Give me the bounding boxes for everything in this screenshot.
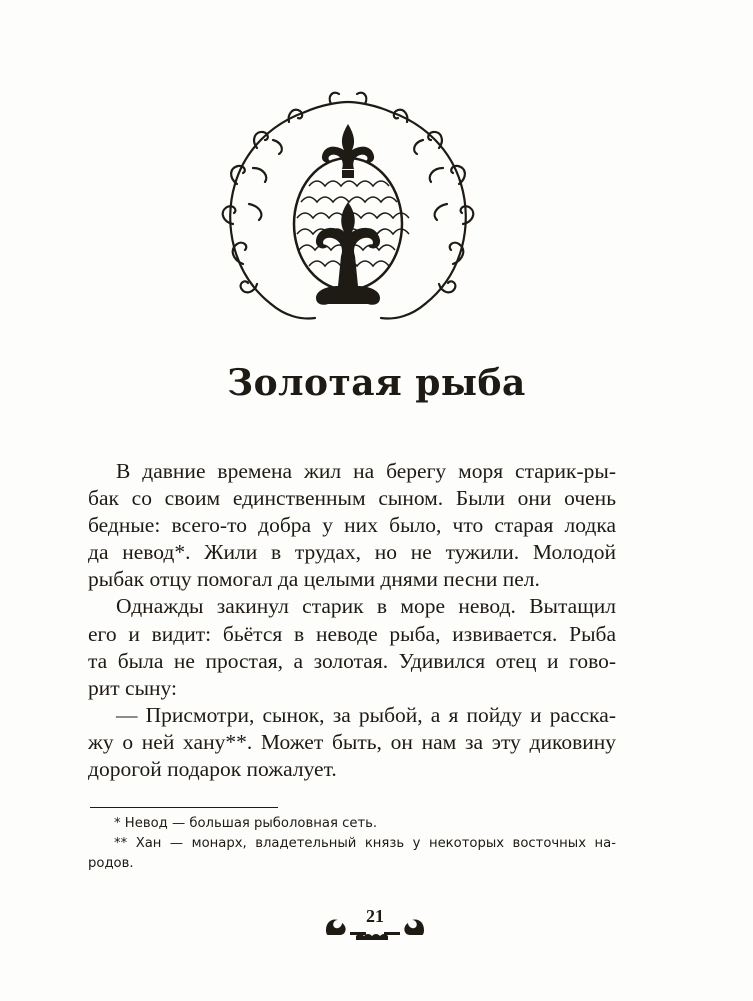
footnote-2: ** Хан — монарх, владетельный князь у некоторых восточных на-	[114, 836, 616, 851]
fleur-de-lis-ornament-icon	[213, 84, 483, 344]
footnote-divider	[90, 807, 278, 808]
story-title: Золотая рыба	[227, 362, 526, 404]
page-number-block	[320, 906, 430, 942]
page-number: 21	[366, 906, 384, 926]
text-line: рыбак отцу помогал да целыми днями песни пел.	[88, 567, 540, 592]
text-line: бак со своим единственным сыном. Были они очень	[88, 486, 616, 511]
text-line: та была не простая, а золотая. Удивился отец и гово-	[88, 648, 616, 673]
text-line: рит сыну:	[88, 675, 177, 700]
text-line: его и видит: бьётся в неводе рыба, извивается. Рыба	[88, 621, 616, 646]
text-line: — Присмотри, сынок, за рыбой, а я пойду и расска-	[116, 702, 616, 727]
text-line: В давние времена жил на берегу моря старик-ры-	[116, 459, 616, 483]
text-line: дорогой подарок пожалует.	[88, 757, 337, 782]
footnote-2-continued: родов.	[88, 856, 134, 871]
footnote-1: * Невод — большая рыболовная сеть.	[114, 816, 378, 831]
text-line: жу о ней хану**. Может быть, он нам за эту диковину	[88, 729, 616, 754]
footnotes	[88, 814, 616, 874]
story-body	[88, 458, 616, 783]
text-line: Однажды закинул старик в море невод. Вытащил	[116, 594, 616, 619]
text-line: да невод*. Жили в трудах, но не тужили. Молодой	[88, 540, 616, 565]
text-line: бедные: всего-то добра у них было, что старая лодка	[88, 513, 616, 538]
